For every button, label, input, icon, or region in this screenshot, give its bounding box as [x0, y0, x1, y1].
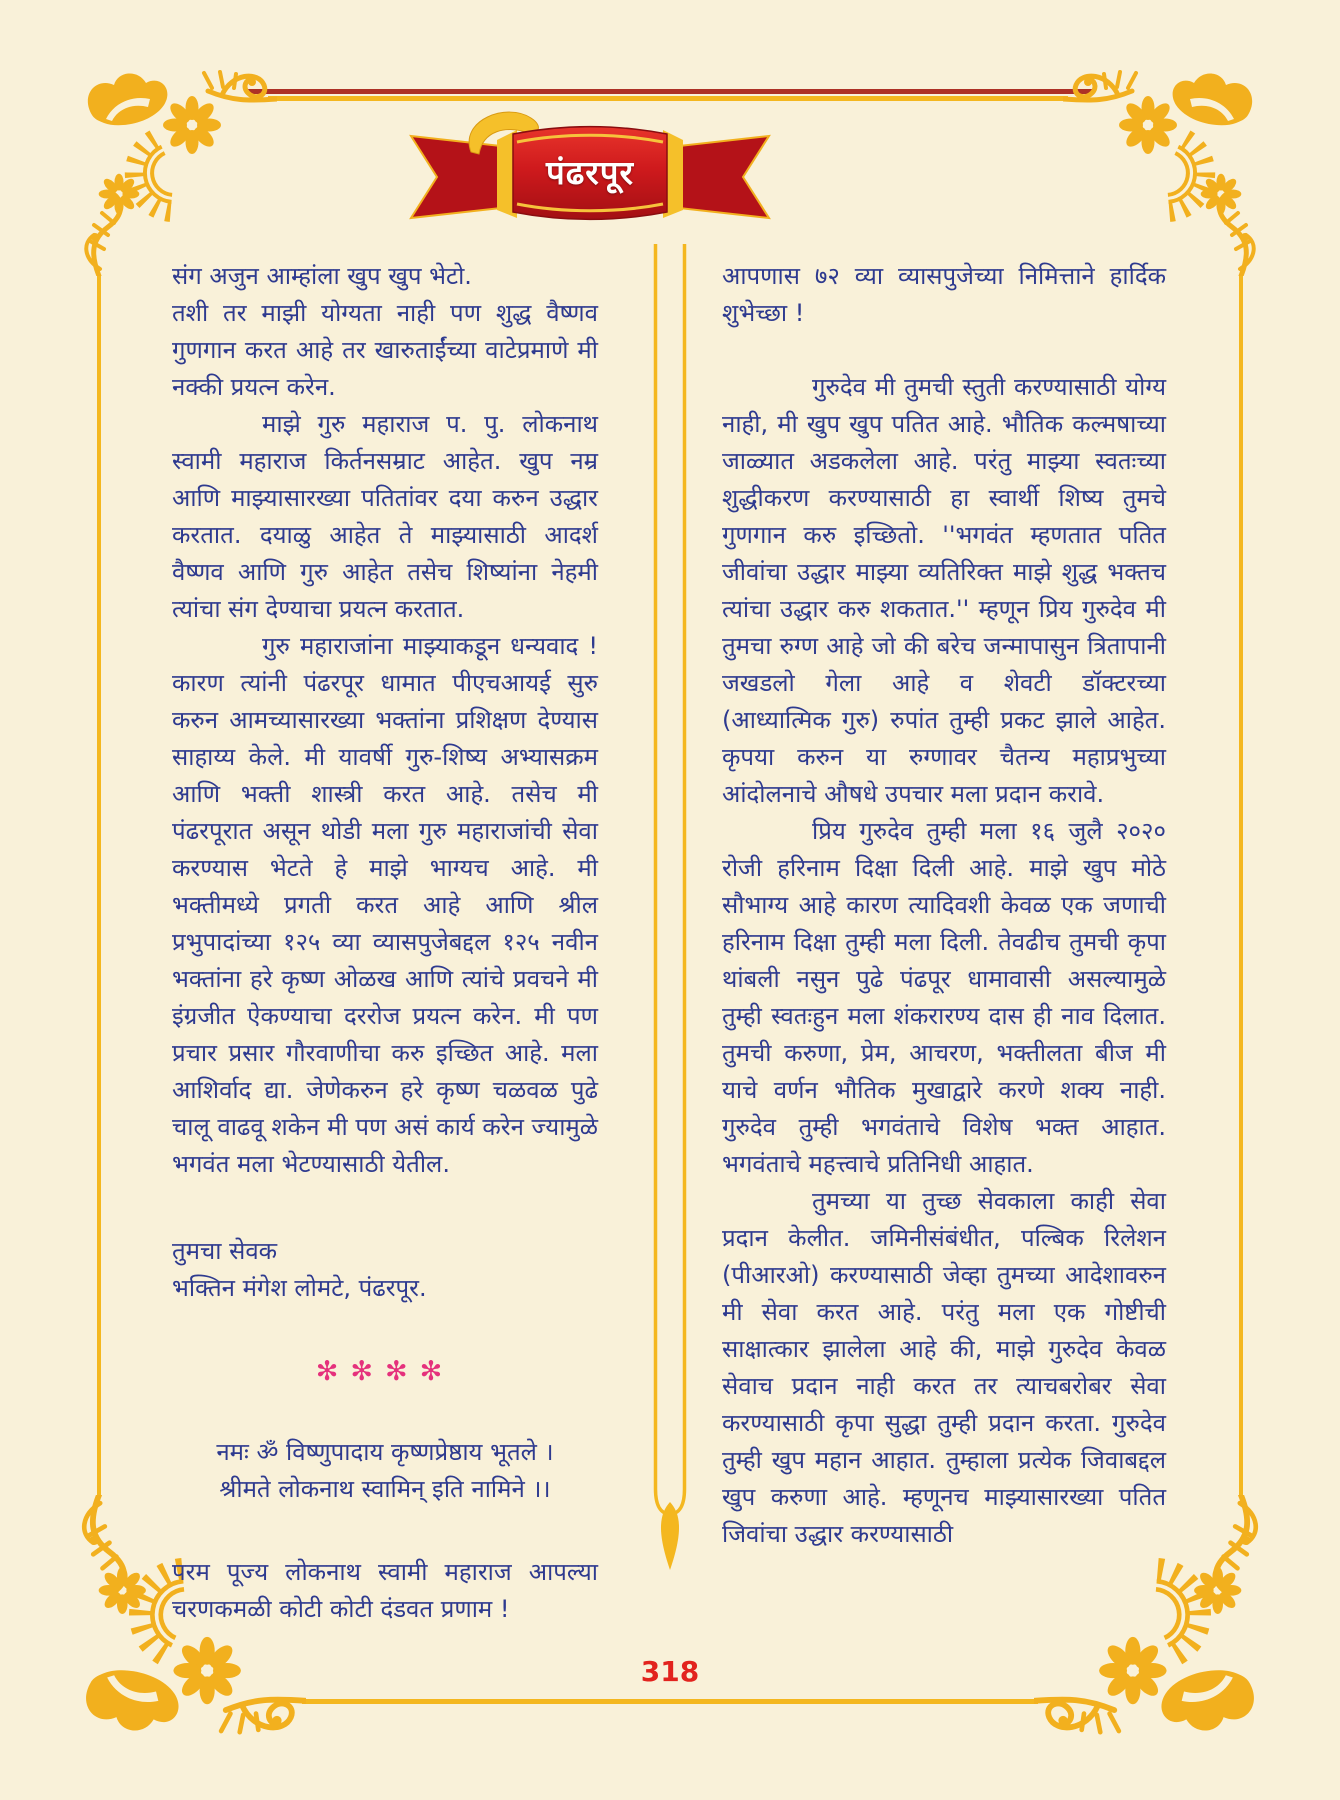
paragraph: गुरु महाराजांना माझ्याकडून धन्यवाद ! कारण त्यांनी पंढरपूर धामात पीएचआयई सुरु करुन आमच्यासारख्या भक्तांना प्रशिक्षण देण्यास साहाय्य केले. मी यावर्षी गुरु-शिष्य अभ्यासक्रम आणि भक्ती शास्त्री करत आहे. तसेच मी पंढरपूरात असून थोडी मला गुरु महाराजांची सेवा करण्यास भेटते हे माझे भाग्यच आहे. मी भक्तीमध्ये प्रगती करत आहे आणि श्रील प्रभुपादांच्या १२५ व्या व्यासपुजेबद्दल १२५ नवीन भक्तांना हरे कृष्ण ओळख आणि त्यांचे प्रवचने मी इंग्रजीत ऐकण्याचा दररोज प्रयत्न करेन. मी पण प्रचार प्रसार गौरवाणीचा करु इच्छित आहे. मला आशिर्वाद द्या. जेणेकरुन हरे कृष्ण चळवळ पुढे चालू वाढवू शकेन मी पण असं कार्य करेन ज्यामुळे भगवंत मला भेटण्यासाठी येतील. [172, 632, 598, 1178]
paragraph: तुमच्या या तुच्छ सेवकाला काही सेवा प्रदान केलीत. जमिनीसंबंधीत, पल्बिक रिलेशन (पीआरओ) करण्यासाठी जेव्हा तुमच्या आदेशावरुन मी सेवा करत आहे. परंतु मला एक गोष्टीची साक्षात्कार झालेला आहे की, माझे गुरुदेव केवळ सेवाच प्रदान नाही करत तर त्याचबरोबर सेवा करण्यासाठी कृपा सुद्धा तुम्ही प्रदान करता. गुरुदेव तुम्ही खुप महान आहात. तुम्हाला प्रत्येक जिवाबद्दल खुप करुणा आहे. म्हणूनच माझ्यासारख्या पतित जिवांचा उद्धार करण्यासाठी [722, 1187, 1166, 1548]
paragraph: संग अजुन आम्हांला खुप खुप भेटो. [172, 262, 472, 290]
letter-signoff [172, 1233, 598, 1307]
closing-paragraph: परम पूज्य लोकनाथ स्वामी महाराज आपल्या चरणकमळी कोटी कोटी दंडवत प्रणाम ! [172, 1558, 598, 1623]
floral-corner-ornament-top-left [62, 61, 277, 276]
shloka-line: नमः ॐ विष्णुपादाय कृष्णप्रेष्ठाय भूतले । [216, 1438, 554, 1466]
column-divider-ornament [650, 244, 690, 1589]
top-red-rule [248, 89, 1093, 94]
right-gold-rule [1239, 276, 1243, 1498]
page-number: 318 [640, 1655, 700, 1688]
top-gold-rule [268, 96, 1068, 101]
paragraph: माझे गुरु महाराज प. पु. लोकनाथ स्वामी महाराज किर्तनसम्राट आहेत. खुप नम्र आणि माझ्यासारख्या पतितांवर दया करुन उद्धार करतात. दयाळु आहेत ते माझ्यासाठी आदर्श वैष्णव आणि गुरु आहेत तसेच शिष्यांना नेहमी त्यांचा संग देण्याचा प्रयत्न करतात. [172, 410, 598, 623]
shloka-line: श्रीमते लोकनाथ स्वामिन् इति नामिने ।। [219, 1475, 551, 1503]
drop-icon [661, 1502, 679, 1570]
paragraph: तशी तर माझी योग्यता नाही पण शुद्ध वैष्णव गुणगान करत आहे तर खारुताईंच्या वाटेप्रमाणे मी नक्की प्रयत्न करेन. [172, 299, 598, 401]
page-title: पंढरपूर [545, 153, 635, 192]
left-column [172, 258, 598, 1628]
floral-corner-ornament-top-right [1063, 61, 1278, 276]
bottom-gold-rule [302, 1699, 1038, 1704]
signoff-line: भक्तिन मंगेश लोमटे, पंढरपूर. [172, 1274, 427, 1302]
left-gold-rule [97, 276, 101, 1498]
signoff-line: तुमचा सेवक [172, 1237, 278, 1265]
paragraph: गुरुदेव मी तुमची स्तुती करण्यासाठी योग्य नाही, मी खुप खुप पतित आहे. भौतिक कल्मषाच्या जाळ्यात अडकलेला आहे. परंतु माझ्या स्वतःच्या शुद्धीकरण करण्यासाठी हा स्वार्थी शिष्य तुमचे गुणगान करु इच्छितो. ''भगवंत म्हणतात पतित जीवांचा उद्धार माझ्या व्यतिरिक्त माझे शुद्ध भक्तच त्यांचा उद्धार करु शकतात.'' म्हणून प्रिय गुरुदेव मी तुमचा रुग्ण आहे जो की बरेच जन्मापासुन त्रितापानी जखडलो गेला आहे व शेवटी डॉक्टरच्या (आध्यात्मिक गुरु) रुपांत तुम्ही प्रकट झाले आहेत. कृपया करुन या रुग्णावर चैतन्य महाप्रभुच्या आंदोलनाचे औषधे उपचार मला प्रदान करावे. [722, 373, 1166, 808]
paragraph: प्रिय गुरुदेव तुम्ही मला १६ जुलै २०२० रोजी हरिनाम दिक्षा दिली आहे. माझे खुप मोठे सौभाग्य आहे कारण त्यादिवशी केवळ एक जणाची हरिनाम दिक्षा तुम्ही मला दिली. तेवढीच तुमची कृपा थांबली नसुन पुढे पंढपूर धामावासी असल्यामुळे तुम्ही स्वतःहुन मला शंकरारण्य दास ही नाव दिलात. तुमची करुणा, प्रेम, आचरण, भक्तीलता बीज मी याचे वर्णन भौतिक मुखाद्वारे करणे शक्य नाही. गुरुदेव तुम्ही भगवंताचे विशेष भक्त आहात. भगवंताचे महत्त्वाचे प्रतिनिधी आहात. [722, 817, 1166, 1178]
section-divider-flowers-icon: ✻✻✻✻ [315, 1356, 455, 1387]
shloka-verse [172, 1434, 598, 1508]
paragraph: आपणास ७२ व्या व्यासपुजेच्या निमित्ताने हार्दिक शुभेच्छा ! [722, 262, 1166, 327]
right-column [722, 258, 1166, 1553]
